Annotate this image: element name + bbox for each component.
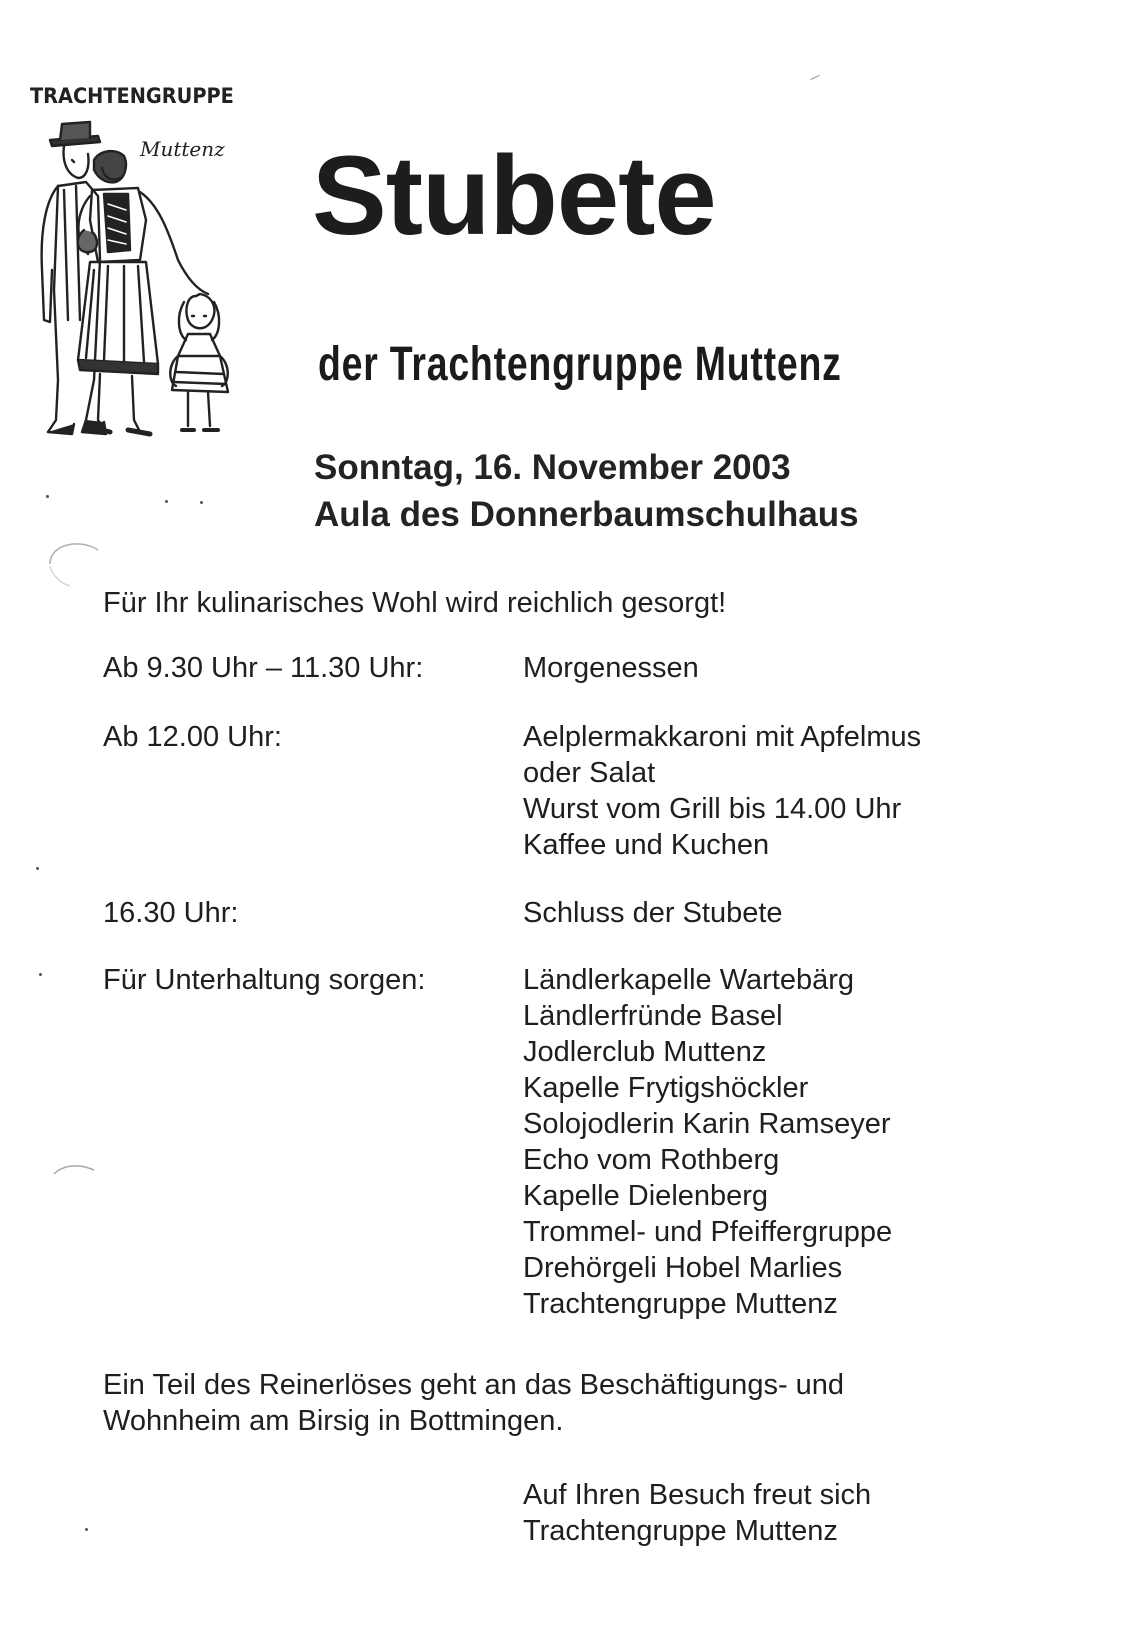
schedule-time: 16.30 Uhr: [103,897,239,929]
schedule-time: Ab 9.30 Uhr – 11.30 Uhr: [103,652,424,684]
schedule-time: Ab 12.00 Uhr: [103,721,282,753]
scan-speck [165,500,168,503]
punch-hole-mark [50,1160,100,1180]
entertainer-item: Echo vom Rothberg [523,1144,780,1176]
entertainer-item: Trachtengruppe Muttenz [523,1288,838,1320]
schedule-item: Schluss der Stubete [523,897,783,929]
charity-note-line: Wohnheim am Birsig in Bottmingen. [103,1405,564,1437]
event-venue: Aula des Donnerbaumschulhaus [314,495,859,534]
traditional-costume-family-illustration [28,120,243,470]
charity-note-line: Ein Teil des Reinerlöses geht an das Beschäftigungs- und [103,1369,845,1401]
entertainer-item: Jodlerclub Muttenz [523,1036,767,1068]
scan-speck [200,501,203,504]
entertainer-item: Ländlerkapelle Wartebärg [523,964,855,996]
entertainer-item: Solojodlerin Karin Ramseyer [523,1108,891,1140]
entertainer-item: Kapelle Dielenberg [523,1180,769,1212]
schedule-item: Kaffee und Kuchen [523,829,770,861]
schedule-item: Aelplermakkaroni mit Apfelmus [523,721,922,753]
entertainer-item: Trommel- und Pfeiffergruppe [523,1216,893,1248]
scan-speck [810,75,819,80]
scan-speck [46,495,49,498]
intro-text: Für Ihr kulinarisches Wohl wird reichlich gesorgt! [103,587,727,619]
page-title: Stubete [312,133,716,258]
scan-speck [39,973,42,976]
entertainer-item: Ländlerfründe Basel [523,1000,783,1032]
closing-line: Auf Ihren Besuch freut sich [523,1479,872,1511]
entertainer-item: Drehörgeli Hobel Marlies [523,1252,843,1284]
page-subtitle: der Trachtengruppe Muttenz [318,338,842,391]
logo-place-name: Muttenz [140,137,225,161]
schedule-item: Morgenessen [523,652,699,684]
scan-speck [36,867,39,870]
event-date: Sonntag, 16. November 2003 [314,448,791,487]
entertainer-item: Kapelle Frytigshöckler [523,1072,809,1104]
punch-hole-mark [40,530,110,590]
logo-group-name: TRACHTENGRUPPE [30,84,234,108]
schedule-item: Wurst vom Grill bis 14.00 Uhr [523,793,902,825]
schedule-time: Für Unterhaltung sorgen: [103,964,426,996]
closing-line: Trachtengruppe Muttenz [523,1515,838,1547]
scan-speck [85,1528,88,1531]
schedule-item: oder Salat [523,757,656,789]
